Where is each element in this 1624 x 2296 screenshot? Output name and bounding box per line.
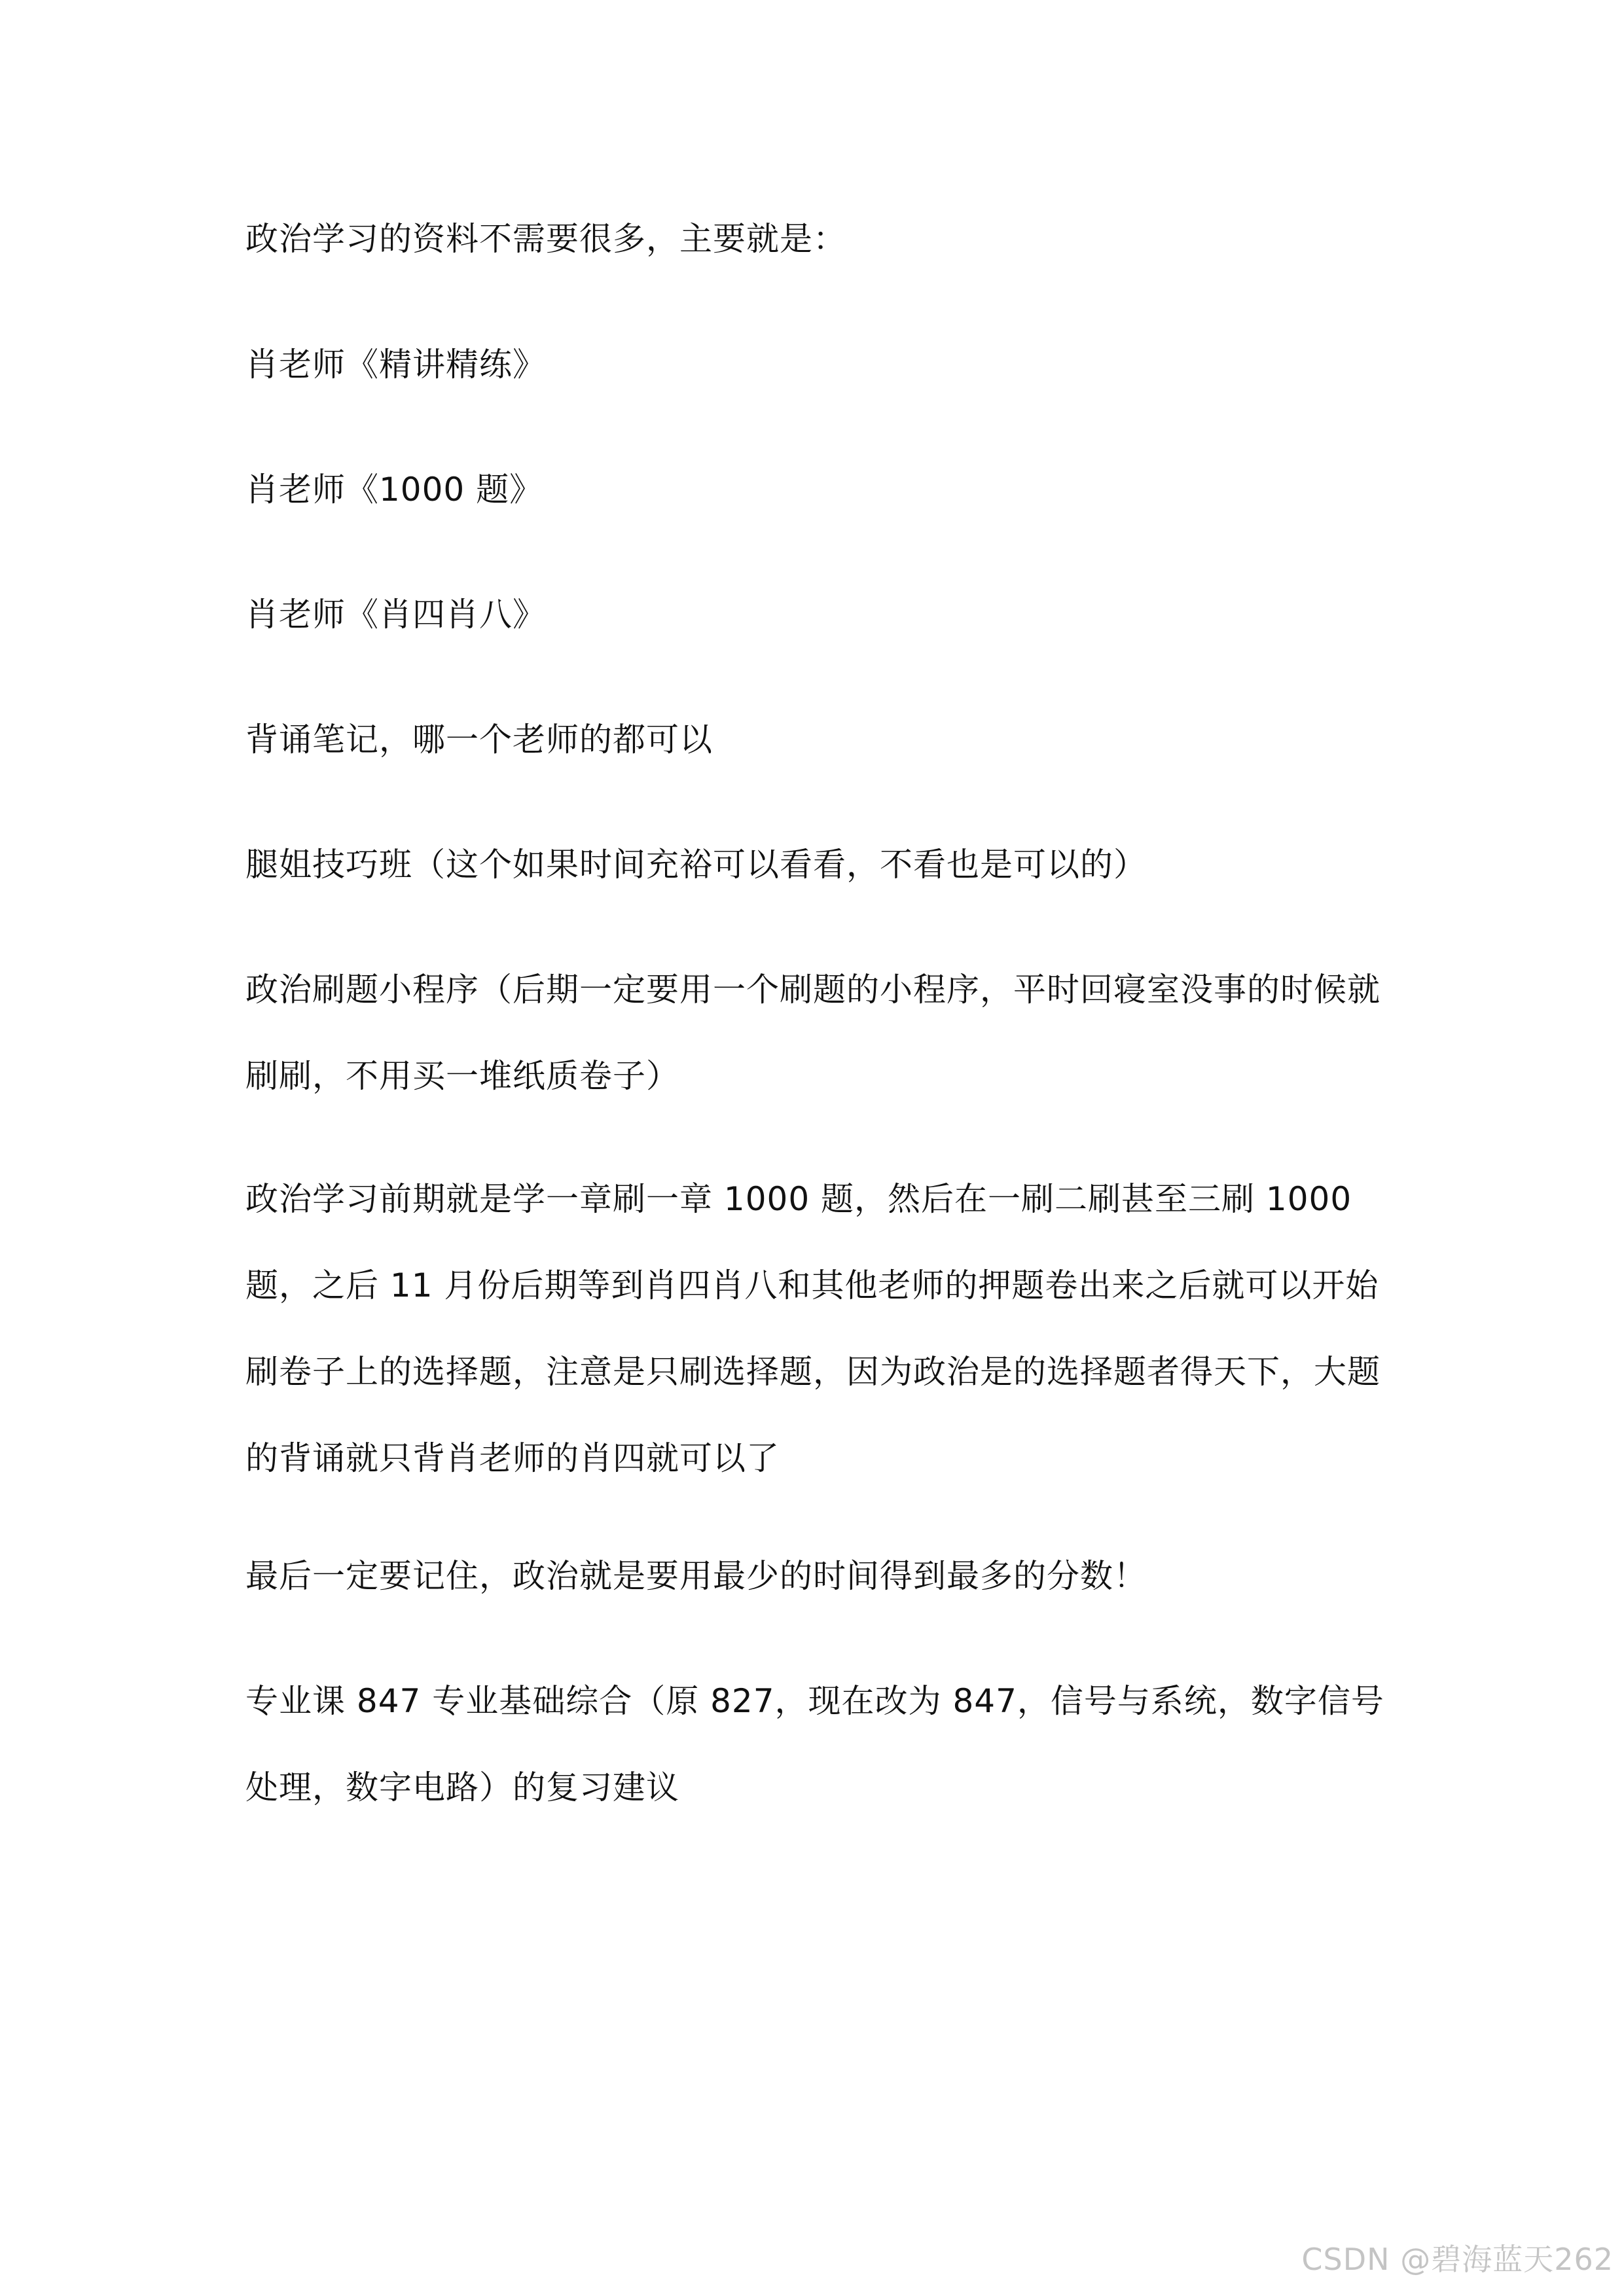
paragraph-material-6: 政治刷题小程序（后期一定要用一个刷题的小程序，平时回寝室没事的时候就刷刷，不用买一堆纸质卷子） (245, 971, 1380, 1095)
paragraph-material-1: 肖老师《精讲精练》 (245, 346, 546, 384)
paragraph-material-2: 肖老师《1000 题》 (245, 471, 543, 509)
paragraph-intro: 政治学习的资料不需要很多，主要就是： (245, 220, 846, 258)
paragraph-study-plan: 政治学习前期就是学一章刷一章 1000 题，然后在一刷二刷甚至三刷 1000 题，之后 11 月份后期等到肖四肖八和其他老师的押题卷出来之后就可以开始刷卷子上的选择题，注意是只刷选择题，因为政治是的选择题者得天下，大题的背诵就只背肖老师的肖四就可以了 (245, 1180, 1380, 1477)
csdn-watermark: CSDN @碧海蓝天262 (1301, 2242, 1614, 2277)
paragraph-material-3: 肖老师《肖四肖八》 (245, 596, 546, 634)
paragraph-material-4: 背诵笔记，哪一个老师的都可以 (245, 721, 713, 759)
paragraph-reminder: 最后一定要记住，政治就是要用最少的时间得到最多的分数！ (245, 1557, 1147, 1595)
paragraph-material-5: 腿姐技巧班（这个如果时间充裕可以看看，不看也是可以的） (245, 846, 1147, 884)
paragraph-professional-course: 专业课 847 专业基础综合（原 827，现在改为 847，信号与系统，数字信号处理，数字电路）的复习建议 (245, 1682, 1384, 1806)
